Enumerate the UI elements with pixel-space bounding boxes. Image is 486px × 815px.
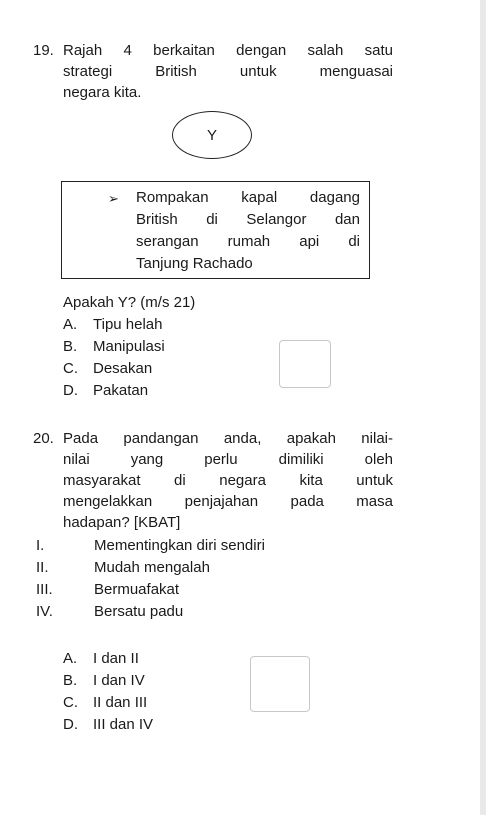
q19-option-d[interactable]	[63, 380, 148, 401]
q20-statement-i	[36, 535, 265, 556]
q19-answer-box[interactable]	[279, 340, 331, 388]
statement-numeral: II.	[36, 559, 49, 576]
option-letter: B.	[63, 672, 78, 689]
option-text: II dan III	[93, 694, 148, 711]
q19-option-a[interactable]	[63, 314, 163, 335]
q20-option-a[interactable]	[63, 648, 139, 669]
option-letter: A.	[63, 650, 78, 667]
statement-numeral: IV.	[36, 603, 53, 620]
q20-option-d[interactable]	[63, 714, 153, 735]
statement-text: Mementingkan diri sendiri	[94, 537, 265, 554]
diagram-info-line: Tanjung Rachado	[136, 255, 253, 272]
q20-option-b[interactable]	[63, 670, 145, 691]
statement-text: Bersatu padu	[94, 603, 184, 620]
option-text: I dan II	[93, 650, 139, 667]
question-19-stem-line: negara kita.	[63, 84, 142, 101]
diagram-oval-label: Y	[206, 126, 217, 144]
question-20-stem-line: nilai yang perlu dimiliki oleh	[63, 451, 393, 468]
question-19-prompt: Apakah Y? (m/s 21)	[63, 294, 196, 311]
q19-option-b[interactable]	[63, 336, 165, 357]
question-20-stem-line: masyarakat di negara kita untuk	[63, 472, 393, 489]
q20-option-c[interactable]	[63, 692, 147, 713]
option-text: III dan IV	[93, 716, 154, 733]
option-letter: D.	[63, 382, 78, 399]
q20-statement-ii	[36, 557, 210, 578]
question-19-stem-line: Rajah 4 berkaitan dengan salah satu	[63, 42, 393, 59]
statement-text: Mudah mengalah	[94, 559, 210, 576]
option-letter: D.	[63, 716, 78, 733]
option-text: Tipu helah	[93, 316, 163, 333]
option-text: Manipulasi	[93, 338, 165, 355]
diagram-oval	[172, 111, 252, 159]
diagram-info-line: British di Selangor dan	[136, 211, 360, 228]
q20-answer-box[interactable]	[250, 656, 310, 712]
q19-option-c[interactable]	[63, 358, 152, 379]
option-letter: C.	[63, 360, 78, 377]
question-20-stem	[63, 428, 393, 533]
diagram-info-text	[136, 187, 360, 275]
page-edge-shadow	[480, 0, 486, 815]
option-letter: A.	[63, 316, 78, 333]
question-19-number: 19.	[33, 42, 54, 59]
arrow-bullet-icon: ➢	[108, 191, 119, 206]
statement-numeral: I.	[36, 537, 45, 554]
option-text: Desakan	[93, 360, 153, 377]
question-20-stem-line: Pada pandangan anda, apakah nilai-	[63, 430, 393, 447]
diagram-info-box	[61, 181, 370, 279]
statement-text: Bermuafakat	[94, 581, 180, 598]
q20-statement-iii	[36, 579, 179, 600]
option-text: I dan IV	[93, 672, 145, 689]
question-20-number: 20.	[33, 430, 54, 447]
diagram-info-line: serangan rumah api di	[136, 233, 360, 250]
option-letter: B.	[63, 338, 78, 355]
question-20-stem-line: mengelakkan penjajahan pada masa	[63, 493, 393, 510]
q20-statement-iv	[36, 601, 183, 622]
diagram-info-line: Rompakan kapal dagang	[136, 189, 360, 206]
question-19-stem-line: strategi British untuk menguasai	[63, 63, 393, 80]
option-text: Pakatan	[93, 382, 149, 399]
option-letter: C.	[63, 694, 78, 711]
question-19-stem	[63, 40, 393, 103]
statement-numeral: III.	[36, 581, 53, 598]
question-20-stem-line: hadapan? [KBAT]	[63, 514, 181, 531]
